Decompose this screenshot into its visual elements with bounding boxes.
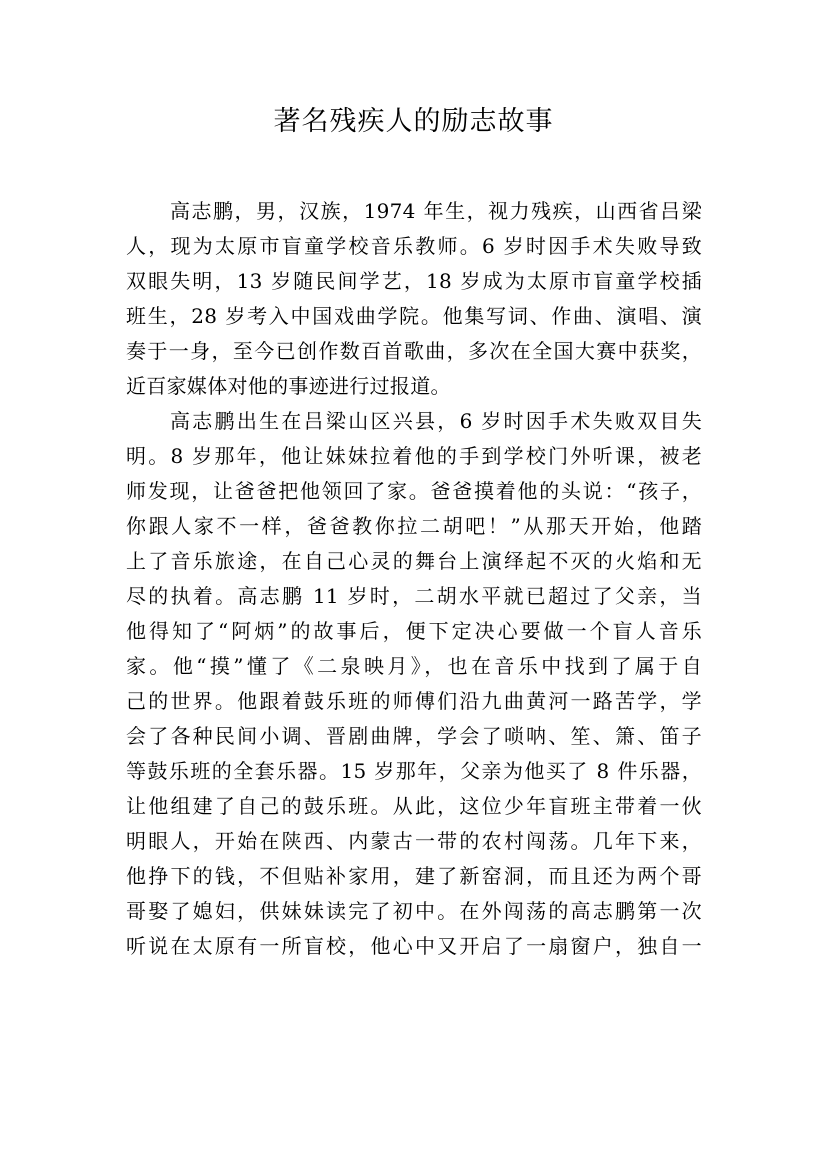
text-line: 他挣下的钱，不但贴补家用，建了新窑洞，而且还为两个哥 <box>126 864 702 888</box>
text-line: 师发现，让爸爸把他领回了家。爸爸摸着他的头说：“孩子， <box>126 479 702 503</box>
text-line: 让他组建了自己的鼓乐班。从此，这位少年盲班主带着一伙 <box>126 794 702 818</box>
text-line: 班生，28 岁考入中国戏曲学院。他集写词、作曲、演唱、演 <box>126 304 702 328</box>
text-line: 尽的执着。高志鹏 11 岁时，二胡水平就已超过了父亲，当 <box>126 584 702 608</box>
text-line: 上了音乐旅途，在自己心灵的舞台上演绎起不灭的火焰和无 <box>126 549 702 573</box>
text-line: 哥娶了媳妇，供妹妹读完了初中。在外闯荡的高志鹏第一次 <box>126 899 702 923</box>
text-line: 明眼人，开始在陕西、内蒙古一带的农村闯荡。几年下来， <box>126 829 702 853</box>
text-line: 高志鹏，男，汉族，1974 年生，视力残疾，山西省吕梁 <box>170 199 702 223</box>
text-line: 近百家媒体对他的事迹进行过报道。 <box>126 374 451 398</box>
document-body <box>126 194 702 964</box>
paragraph-1 <box>126 194 702 404</box>
text-line: 人，现为太原市盲童学校音乐教师。6 岁时因手术失败导致 <box>126 234 702 258</box>
text-line: 奏于一身，至今已创作数百首歌曲，多次在全国大赛中获奖， <box>126 339 702 363</box>
text-line: 高志鹏出生在吕梁山区兴县，6 岁时因手术失败双目失 <box>170 409 702 433</box>
paragraph-2 <box>126 404 702 964</box>
text-line: 等鼓乐班的全套乐器。15 岁那年，父亲为他买了 8 件乐器， <box>126 759 702 783</box>
text-line: 明。8 岁那年，他让妹妹拉着他的手到学校门外听课，被老 <box>126 444 702 468</box>
text-line: 听说在太原有一所盲校，他心中又开启了一扇窗户，独自一 <box>126 934 702 958</box>
text-line: 会了各种民间小调、晋剧曲牌，学会了唢呐、笙、箫、笛子 <box>126 724 702 748</box>
text-line: 己的世界。他跟着鼓乐班的师傅们沿九曲黄河一路苦学，学 <box>126 689 702 713</box>
text-line: 你跟人家不一样，爸爸教你拉二胡吧！”从那天开始，他踏 <box>126 514 702 538</box>
text-line: 双眼失明，13 岁随民间学艺，18 岁成为太原市盲童学校插 <box>126 269 702 293</box>
text-line: 他得知了“阿炳”的故事后，便下定决心要做一个盲人音乐 <box>126 619 702 643</box>
document-title: 著名残疾人的励志故事 <box>273 106 554 137</box>
text-line: 家。他“摸”懂了《二泉映月》，也在音乐中找到了属于自 <box>126 654 702 678</box>
